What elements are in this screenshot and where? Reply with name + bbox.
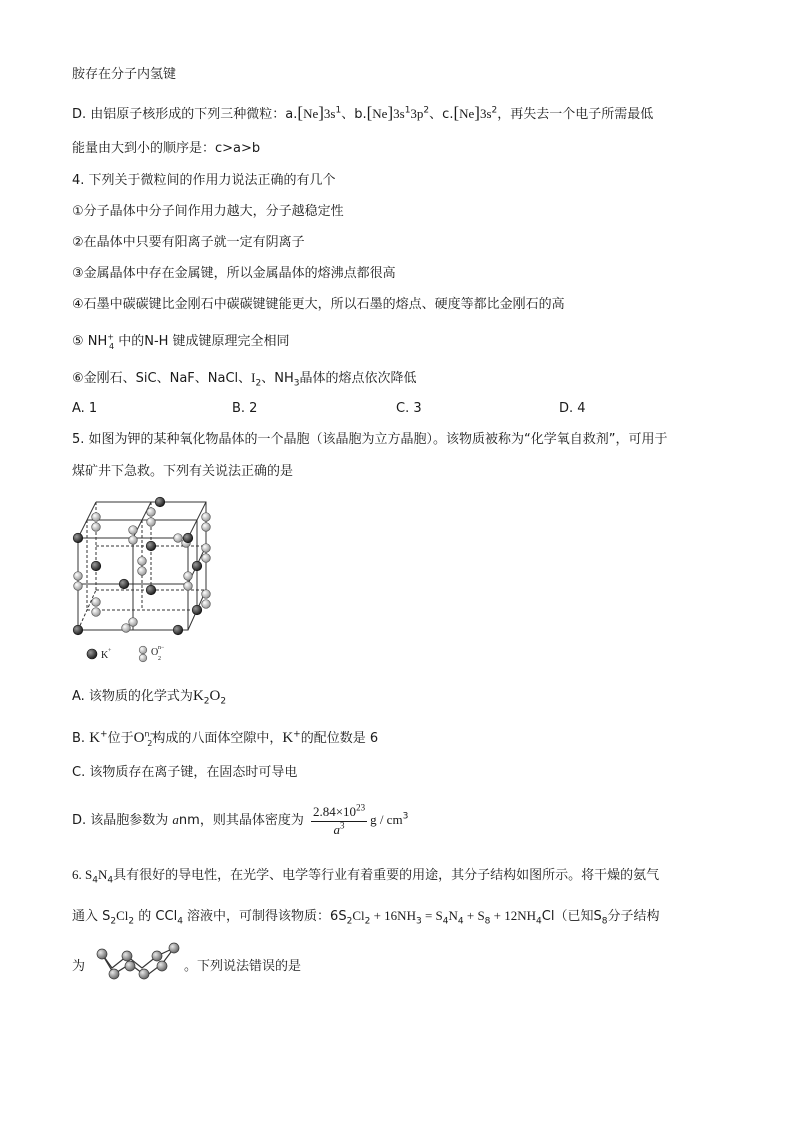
density-fraction: $\frac{2.84\times 10^{23}}{a^3}$ bbox=[312, 802, 366, 837]
svg-text:n−: n− bbox=[158, 645, 165, 651]
s8-molecule-diagram bbox=[94, 940, 186, 984]
q4-statement-4: ④石墨中碳碳键比金刚石中碳碳键键能更大，所以石墨的熔点、硬度等都比金刚石的高 bbox=[72, 297, 565, 312]
q3-continuation: 胺存在分子内氢键 bbox=[72, 67, 177, 82]
svg-text:+: + bbox=[108, 648, 112, 654]
q6-stem-line-3-tail: 。下列说法错误的是 bbox=[184, 959, 302, 974]
q5-option-a[interactable]: A. 该物质的化学式为$K_2O_2$ bbox=[72, 688, 227, 707]
crystal-cell-diagram bbox=[66, 490, 226, 670]
q4-option-c[interactable]: C. 3 bbox=[396, 401, 422, 416]
q4-option-b[interactable]: B. 2 bbox=[232, 401, 258, 416]
q5-stem-line-1: 5. 如图为钾的某种氧化物晶体的一个晶胞（该晶胞为立方晶胞）。该物质被称为“化学氧自救剂”，可用于 bbox=[72, 432, 668, 447]
q4-option-d[interactable]: D. 4 bbox=[559, 401, 586, 416]
q4-option-a[interactable]: A. 1 bbox=[72, 401, 98, 416]
q3-option-d-cont: 能量由大到小的顺序是：c>a>b bbox=[72, 141, 261, 156]
q4-statement-1: ①分子晶体中分子间作用力越大，分子越稳定性 bbox=[72, 204, 344, 219]
q6-stem-line-3: 为 bbox=[72, 959, 86, 974]
k-legend-label: K bbox=[101, 650, 109, 661]
q4-stem: 4. 下列关于微粒间的作用力说法正确的有几个 bbox=[72, 173, 336, 188]
q5-option-c[interactable]: C. 该物质存在离子键，在固态时可导电 bbox=[72, 765, 298, 780]
q3-option-d: D. 由铝原子核形成的下列三种微粒：$a.[Ne]3s^1$、$b.[Ne]3s^13p^2$、$c.[Ne]3s^2$，再失去一个电子所需最低 bbox=[72, 103, 654, 122]
k-legend-icon bbox=[87, 649, 97, 659]
o2-legend-label: O bbox=[151, 647, 159, 658]
o2-legend-icon bbox=[139, 646, 147, 654]
q4-statement-5: ⑤ $NH^+_4$ 中的N-H 键成键原理完全相同 bbox=[72, 332, 290, 351]
q6-stem-line-2: 通入 $S_2Cl_2$ 的 CCl$_4$ 溶液中，可制得该物质：$6S_2Cl_2 + 16NH_3 = S_4N_4 + S_8 + 12NH_4Cl$（已知$S_8$分子结构 bbox=[72, 908, 660, 927]
q5-stem-line-2: 煤矿井下急救。下列有关说法正确的是 bbox=[72, 464, 294, 479]
q4-statement-6: ⑥金刚石、SiC、NaF、NaCl、$I_2$、$NH_3$晶体的熔点依次降低 bbox=[72, 370, 417, 389]
q4-statement-2: ②在晶体中只要有阳离子就一定有阴离子 bbox=[72, 235, 305, 250]
q5-option-b[interactable]: B. K+位于$O^{n-}_2$构成的八面体空隙中，K+的配位数是 6 bbox=[72, 729, 379, 748]
q5-option-d[interactable]: D. 该晶胞参数为 anm，则其晶体密度为 $\frac{2.84\times 10^{23}}{a^3}$ g / $cm^3$ bbox=[72, 802, 409, 837]
q4-statement-3: ③金属晶体中存在金属键，所以金属晶体的熔沸点都很高 bbox=[72, 266, 396, 281]
q6-stem-line-1: 6. $S_4N_4$具有很好的导电性，在光学、电学等行业有着重要的用途，其分子结构如图所示。将干燥的氨气 bbox=[72, 867, 660, 886]
svg-text:2: 2 bbox=[158, 656, 161, 662]
